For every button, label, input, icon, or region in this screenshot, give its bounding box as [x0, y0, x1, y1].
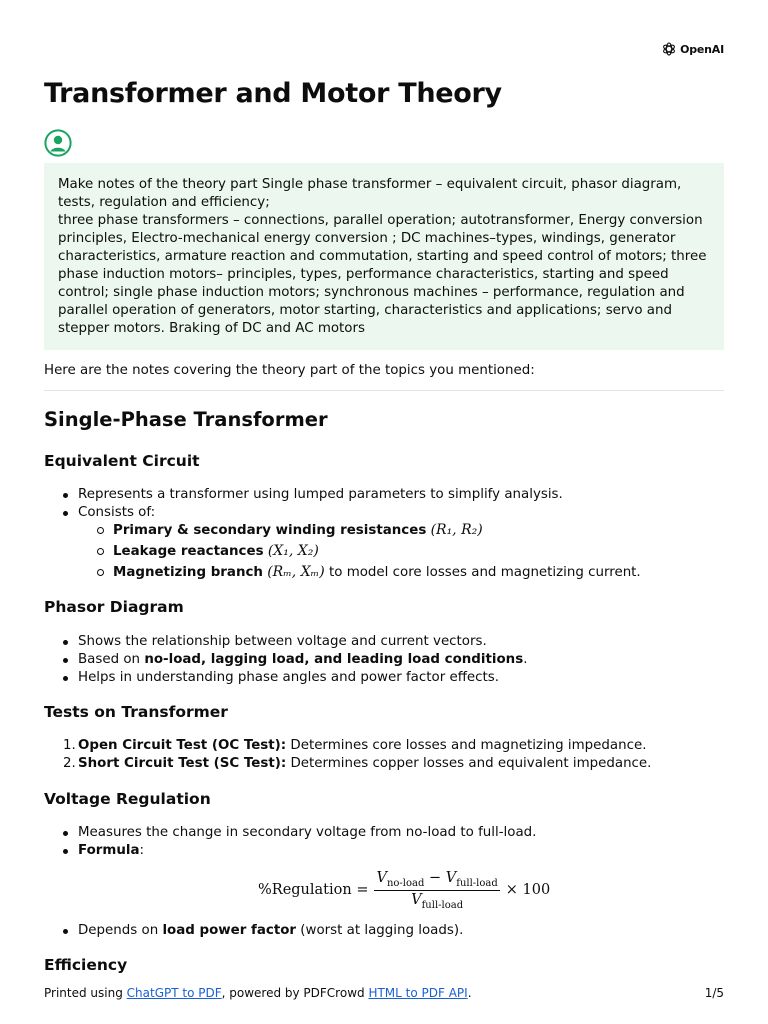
formula-fraction: [374, 870, 499, 911]
equivalent-circuit-sublist: [44, 520, 724, 583]
list-item: Represents a transformer using lumped parameters to simplify analysis.: [44, 486, 724, 504]
response-intro: Here are the notes covering the theory part of the topics you mentioned:: [44, 363, 535, 378]
equivalent-circuit-list: [44, 486, 724, 522]
footer-credit: Printed using ChatGPT to PDF, powered by PDFCrowd HTML to PDF API.: [44, 986, 472, 1000]
formula-numerator: $V_{no-load} - V_{full-load}$: [376, 869, 498, 889]
openai-logo-icon: [661, 41, 677, 57]
subsection-heading-efficiency: Efficiency: [44, 956, 128, 974]
regulation-formula: [258, 868, 550, 912]
list-item: Magnetizing branch (Rₘ, Xₘ) to model core losses and magnetizing current.: [44, 562, 724, 583]
formula-rhs: × 100: [505, 882, 551, 898]
document-page: [44, 0, 724, 1024]
list-item: Primary & secondary winding resistances (R₁, R₂): [44, 520, 724, 541]
list-item: Formula:: [44, 842, 724, 860]
page-title: Transformer and Motor Theory: [44, 78, 502, 109]
formula-lhs: %Regulation =: [258, 882, 369, 898]
html-to-pdf-api-link[interactable]: HTML to PDF API: [368, 986, 468, 1000]
voltage-regulation-list-2: [44, 922, 724, 940]
list-item: 2. Short Circuit Test (SC Test): Determines copper losses and equivalent impedance.: [63, 756, 652, 771]
section-heading: Single-Phase Transformer: [44, 408, 328, 431]
subsection-heading-tests: Tests on Transformer: [44, 703, 228, 721]
chatgpt-to-pdf-link[interactable]: ChatGPT to PDF: [126, 986, 222, 1000]
list-item: Helps in understanding phase angles and power factor effects.: [44, 669, 724, 687]
list-item: Consists of:: [44, 504, 724, 522]
tests-list: [44, 737, 724, 773]
list-item: 1. Open Circuit Test (OC Test): Determines core losses and magnetizing impedance.: [63, 738, 647, 753]
page-number: 1/5: [704, 986, 724, 1000]
subsection-heading-phasor-diagram: Phasor Diagram: [44, 598, 184, 616]
voltage-regulation-list: [44, 824, 724, 860]
list-item: Shows the relationship between voltage and current vectors.: [44, 633, 724, 651]
list-item: Measures the change in secondary voltage from no-load to full-load.: [44, 824, 724, 842]
formula-denominator: $V_{full-load}$: [411, 891, 464, 911]
list-item: Based on no-load, lagging load, and leading load conditions.: [44, 651, 724, 669]
brand-name: OpenAI: [680, 42, 724, 56]
prompt-line-2: three phase transformers – connections, parallel operation; autotransformer, Energy conversion principles, Electro-mechanical energy conversion ; DC machines–types, windings, generator characteristics, armature reaction and commutation, starting and speed control of motors; three phase induction motors– principles, types, performance characteristics, starting and speed control; single phase induction motors; synchronous machines – performance, regulation and parallel operation of generators, motor starting, characteristics and applications; servo and stepper motors. Braking of DC and AC motors: [58, 213, 707, 336]
subsection-heading-voltage-regulation: Voltage Regulation: [44, 790, 211, 808]
user-prompt: [44, 163, 724, 350]
list-item: Leakage reactances (X₁, X₂): [44, 541, 724, 562]
page-footer: [44, 986, 724, 1000]
user-avatar-icon: [44, 129, 72, 157]
subsection-heading-equivalent-circuit: Equivalent Circuit: [44, 452, 200, 470]
brand: [661, 41, 724, 57]
divider: [44, 390, 724, 391]
phasor-diagram-list: [44, 633, 724, 687]
list-item: Depends on load power factor (worst at lagging loads).: [44, 922, 724, 940]
prompt-line-1: Make notes of the theory part Single phase transformer – equivalent circuit, phasor diagram, tests, regulation and efficiency;: [58, 177, 682, 210]
